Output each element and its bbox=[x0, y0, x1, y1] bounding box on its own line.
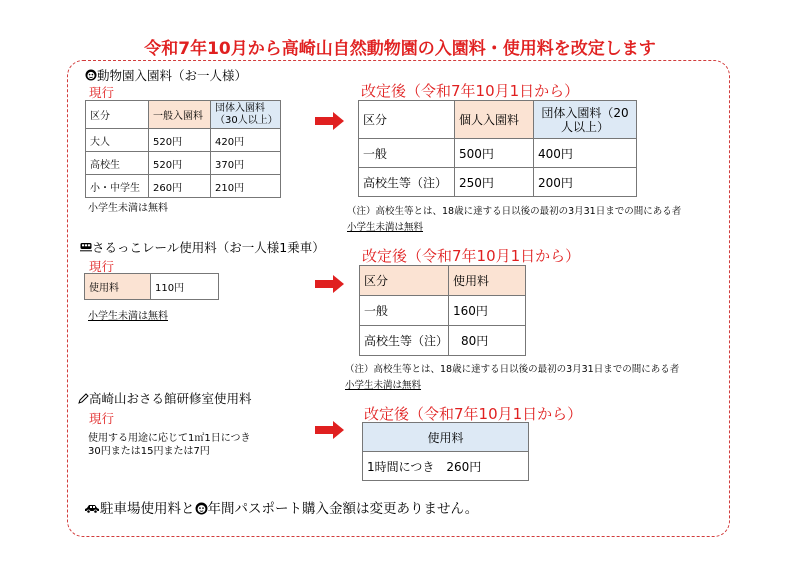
table-cell: 一般入園料 bbox=[149, 101, 211, 129]
table-row bbox=[360, 266, 526, 296]
table-cell: 420円 bbox=[211, 129, 281, 152]
room-current-text-1: 使用する用途に応じて1㎡1日につき bbox=[88, 433, 251, 444]
table-cell: 1時間につき 260円 bbox=[363, 452, 529, 481]
rail-after-label: 改定後（令和7年10月1日から） bbox=[362, 247, 581, 265]
rail-after-note-2: 小学生未満は無料 bbox=[345, 380, 422, 391]
footer-note bbox=[84, 497, 478, 517]
room-section-heading bbox=[78, 389, 252, 407]
table-cell: 高校生等（注） bbox=[360, 326, 449, 356]
rail-section-heading bbox=[80, 238, 325, 256]
table-row bbox=[86, 101, 281, 129]
car-icon bbox=[84, 501, 100, 517]
pencil-icon bbox=[78, 391, 89, 406]
table-cell: 高校生 bbox=[86, 152, 149, 175]
zoo-after-table bbox=[358, 100, 637, 197]
rail-after-note-1: （注）高校生等とは、18歳に達する日以後の最初の3月31日までの間にある者 bbox=[345, 364, 680, 375]
table-cell: 区分 bbox=[360, 266, 449, 296]
rail-heading-text: さるっこレール使用料（お一人様1乗車） bbox=[92, 240, 325, 255]
room-current-text-2: 30円または15円または7円 bbox=[88, 446, 210, 457]
table-cell: 160円 bbox=[449, 296, 526, 326]
zoo-current-label: 現行 bbox=[89, 85, 115, 100]
footer-text-1: 駐車場使用料と bbox=[100, 501, 195, 517]
arrow-right-icon bbox=[315, 274, 345, 294]
table-row bbox=[363, 452, 529, 481]
table-cell: 400円 bbox=[534, 139, 637, 168]
table-row bbox=[86, 129, 281, 152]
table-cell: 260円 bbox=[149, 175, 211, 198]
table-cell: 大人 bbox=[86, 129, 149, 152]
table-cell: 一般 bbox=[360, 296, 449, 326]
table-cell: 370円 bbox=[211, 152, 281, 175]
rail-current-table bbox=[84, 273, 219, 300]
table-cell: 区分 bbox=[359, 101, 455, 139]
table-row bbox=[363, 423, 529, 452]
table-cell: 250円 bbox=[455, 168, 534, 197]
table-cell: 200円 bbox=[534, 168, 637, 197]
zoo-section-heading bbox=[85, 66, 247, 84]
table-cell: 80円 bbox=[449, 326, 526, 356]
rail-current-note: 小学生未満は無料 bbox=[88, 311, 168, 322]
table-cell: 520円 bbox=[149, 152, 211, 175]
table-cell: 520円 bbox=[149, 129, 211, 152]
room-heading-text: 高崎山おさる館研修室使用料 bbox=[89, 391, 252, 406]
monkey-face-icon bbox=[85, 68, 97, 83]
zoo-current-note: 小学生未満は無料 bbox=[88, 203, 168, 214]
table-cell: 110円 bbox=[151, 274, 219, 300]
table-cell: 団体入園料（20人以上） bbox=[534, 101, 637, 139]
table-row bbox=[360, 326, 526, 356]
room-after-table bbox=[362, 422, 529, 481]
zoo-after-note-1: （注）高校生等とは、18歳に達する日以後の最初の3月31日までの間にある者 bbox=[347, 206, 682, 217]
rail-current-label: 現行 bbox=[89, 259, 115, 274]
footer-text-2: 年間パスポート購入金額は変更ありません。 bbox=[207, 501, 479, 517]
table-row bbox=[360, 296, 526, 326]
zoo-after-note-2: 小学生未満は無料 bbox=[347, 222, 424, 233]
table-row bbox=[359, 139, 637, 168]
table-cell: 区分 bbox=[86, 101, 149, 129]
page-title: 令和7年10月から高崎山自然動物園の入園料・使用料を改定します bbox=[144, 39, 656, 59]
arrow-right-icon bbox=[315, 111, 345, 131]
table-cell: 一般 bbox=[359, 139, 455, 168]
table-cell: 使用料 bbox=[449, 266, 526, 296]
zoo-after-label: 改定後（令和7年10月1日から） bbox=[361, 82, 580, 100]
table-cell: 小・中学生 bbox=[86, 175, 149, 198]
room-current-label: 現行 bbox=[89, 411, 115, 426]
zoo-current-table bbox=[85, 100, 281, 198]
table-cell: 使用料 bbox=[363, 423, 529, 452]
table-row bbox=[359, 168, 637, 197]
table-cell: 500円 bbox=[455, 139, 534, 168]
table-row bbox=[86, 175, 281, 198]
table-row bbox=[359, 101, 637, 139]
rail-after-table bbox=[359, 265, 526, 356]
monkey-face-icon bbox=[195, 501, 208, 517]
table-cell: 使用料 bbox=[85, 274, 151, 300]
room-after-label: 改定後（令和7年10月1日から） bbox=[364, 405, 583, 423]
zoo-heading-text: 動物園入園料（お一人様） bbox=[97, 68, 248, 83]
arrow-right-icon bbox=[315, 420, 345, 440]
table-cell: 団体入園料（30人以上） bbox=[211, 101, 281, 129]
table-cell: 210円 bbox=[211, 175, 281, 198]
table-cell: 個人入園料 bbox=[455, 101, 534, 139]
table-cell: 高校生等（注） bbox=[359, 168, 455, 197]
train-icon bbox=[80, 240, 92, 255]
table-row bbox=[85, 274, 219, 300]
table-row bbox=[86, 152, 281, 175]
